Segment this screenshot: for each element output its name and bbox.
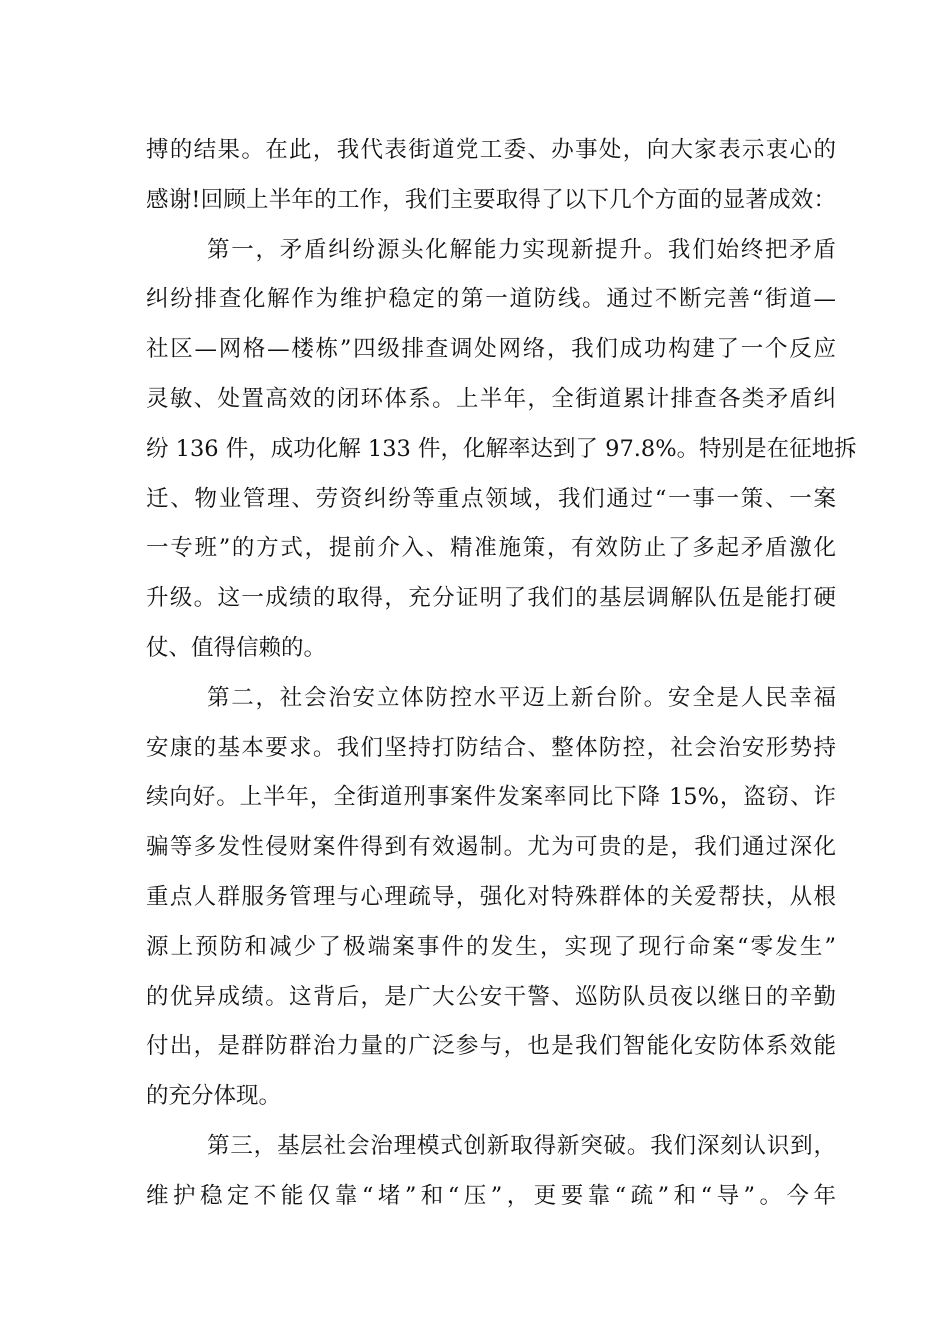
text-line: 维护稳定不能仅靠“堵”和“压”，更要靠“疏”和“导”。今年	[146, 1182, 836, 1209]
text-line: 骗等多发性侵财案件得到有效遏制。尤为可贵的是，我们通过深化	[146, 834, 836, 861]
document-body	[146, 126, 857, 1222]
text-line: 续向好。上半年，全街道刑事案件发案率同比下降 15%，盗窃、诈	[146, 784, 836, 811]
text-line: 一专班”的方式，提前介入、精准施策，有效防止了多起矛盾激化	[146, 535, 836, 562]
text-line: 的优异成绩。这背后，是广大公安干警、巡防队员夜以继日的辛勤	[146, 983, 836, 1010]
text-line: 安康的基本要求。我们坚持打防结合、整体防控，社会治安形势持	[146, 734, 836, 761]
paragraph-last-line: 的充分体现。	[146, 1083, 282, 1110]
text-line: 纷 136 件，成功化解 133 件，化解率达到了 97.8%。特别是在征地拆	[146, 435, 857, 462]
text-line: 搏的结果。在此，我代表街道党工委、办事处，向大家表示衷心的	[146, 137, 836, 163]
text-line: 迁、物业管理、劳资纠纷等重点领域，我们通过“一事一策、一案	[146, 485, 836, 512]
text-line: 感谢!回顾上半年的工作，我们主要取得了以下几个方面的显著成效：	[146, 186, 836, 213]
text-line: 灵敏、处置高效的闭环体系。上半年，全街道累计排查各类矛盾纠	[146, 385, 836, 412]
text-line: 源上预防和减少了极端案事件的发生，实现了现行命案“零发生”	[146, 933, 836, 960]
text-line: 付出，是群防群治力量的广泛参与，也是我们智能化安防体系效能	[146, 1033, 836, 1060]
paragraph-first-line: 第二，社会治安立体防控水平迈上新台阶。安全是人民幸福	[207, 684, 836, 711]
paragraph-first-line: 第三，基层社会治理模式创新取得新突破。我们深刻认识到，	[207, 1132, 836, 1159]
text-line: 重点人群服务管理与心理疏导，强化对特殊群体的关爱帮扶，从根	[146, 883, 836, 910]
text-line: 升级。这一成绩的取得，充分证明了我们的基层调解队伍是能打硬	[146, 585, 836, 612]
paragraph-last-line: 仗、值得信赖的。	[146, 634, 327, 661]
text-line: 社区—网格—楼栋”四级排查调处网络，我们成功构建了一个反应	[146, 336, 836, 363]
paragraph-first-line: 第一，矛盾纠纷源头化解能力实现新提升。我们始终把矛盾	[207, 236, 836, 263]
text-line: 纠纷排查化解作为维护稳定的第一道防线。通过不断完善“街道—	[146, 286, 836, 313]
